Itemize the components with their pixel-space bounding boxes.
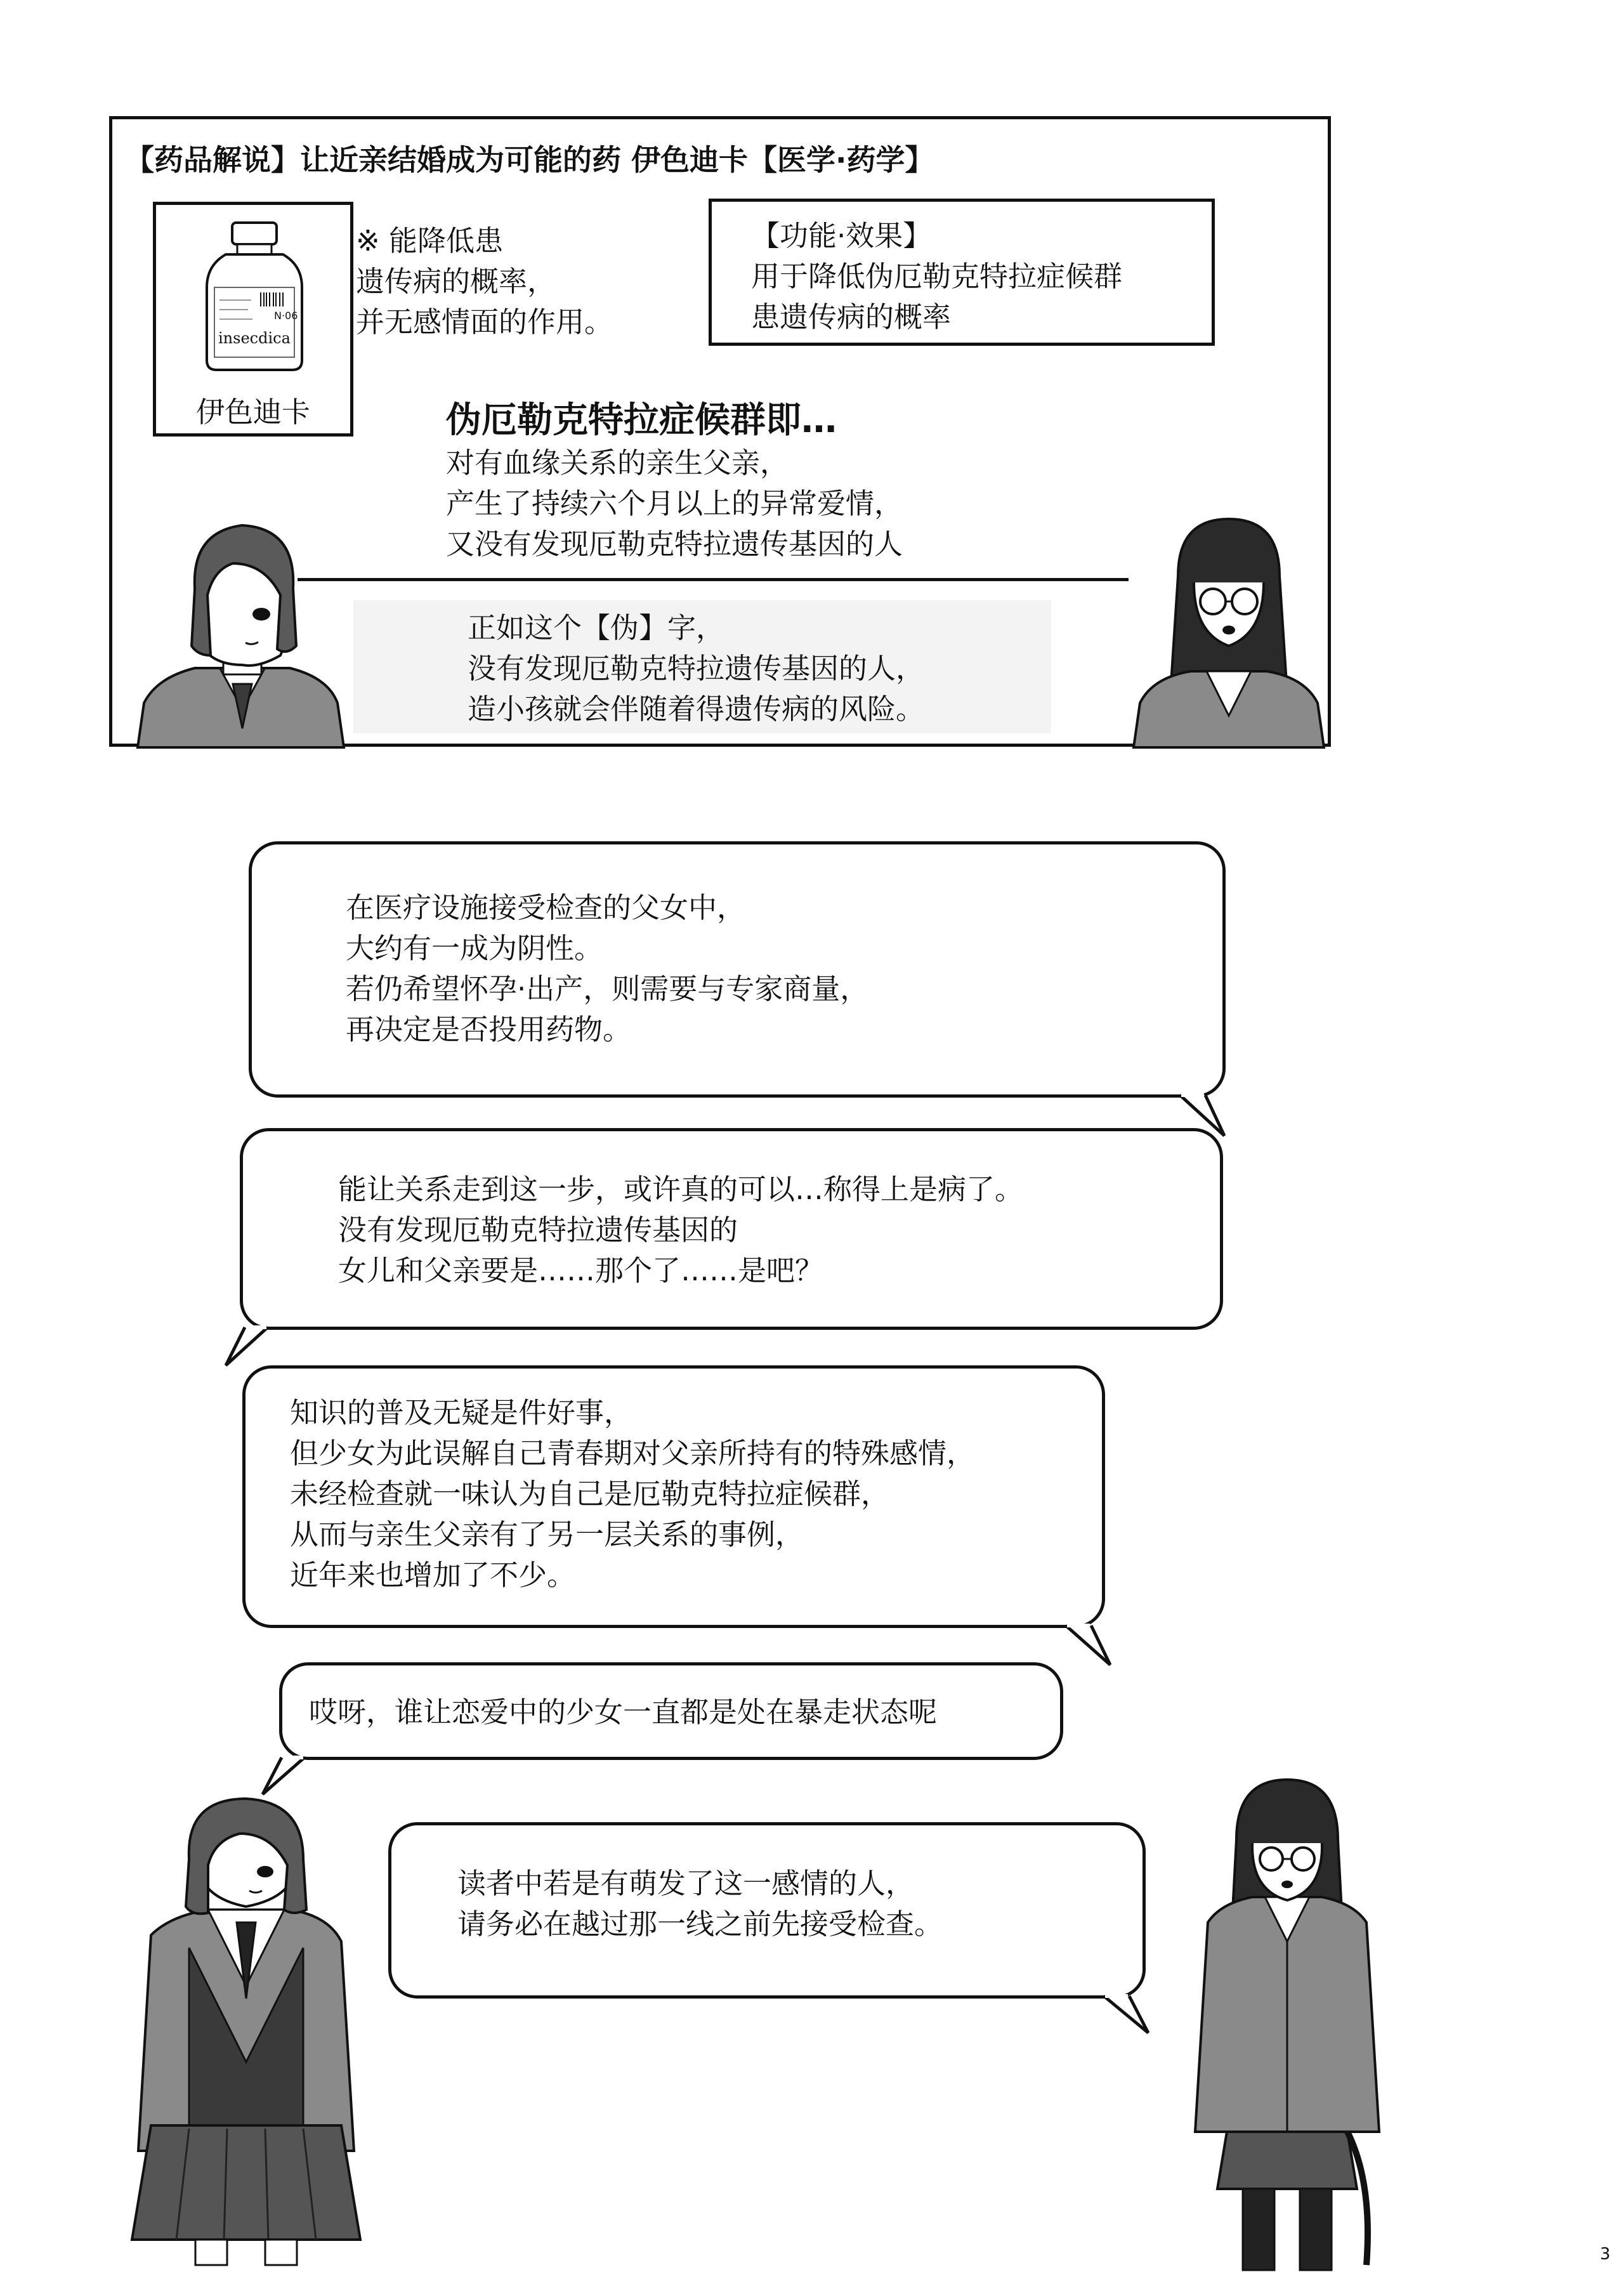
bottle-code: N·06: [274, 310, 298, 322]
bubble-3-text: 知识的普及无疑是件好事， 但少女为此误解自己青春期对父亲所持有的特殊感情， 未经检查就一味认为自己是厄勒克特拉症候群， 从而与亲生父亲有了另一层关系的事例， 近年来也增加了不少。: [290, 1396, 976, 1592]
bubble-2-text: 能让关系走到这一步，或许真的可以…称得上是病了。 没有发现厄勒克特拉遗传基因的 女儿和父亲要是……那个了……是吧？: [338, 1172, 1024, 1287]
bubble-1-text: 在医疗设施接受检查的父女中， 大约有一成为阴性。 若仍希望怀孕·出产，则需要与专家商量， 再决定是否投用药物。: [346, 891, 869, 1046]
panel-heading: 【药品解说】让近亲结婚成为可能的药 伊色迪卡【医学·药学】: [125, 143, 934, 177]
short-hair-girl-portrait: [138, 519, 347, 747]
bottle-brand: insecdica: [218, 329, 291, 347]
medicine-info-panel: [109, 116, 1331, 747]
definition-title: 伪厄勒克特拉症候群即…: [446, 400, 837, 441]
medicine-name: 伊色迪卡: [195, 395, 310, 429]
effect-title: 【功能·效果】: [751, 219, 932, 253]
short-hair-girl-full-body: [113, 1796, 379, 2265]
speech-bubble-5: [388, 1822, 1146, 1999]
medicine-bottle-icon: [181, 218, 327, 376]
side-effect-note: ※ 能降低患 遗传病的概率， 并无感情面的作用。: [356, 224, 613, 339]
long-hair-glasses-girl-full-body: [1182, 1776, 1392, 2271]
explanation-text: 正如这个【伪】字， 没有发现厄勒克特拉遗传基因的人， 造小孩就会伴随着得遗传病的风险。: [468, 611, 925, 726]
effect-box: [709, 199, 1215, 346]
speech-bubble-1: [249, 841, 1226, 1098]
bubble-5-tail: [1104, 1991, 1155, 2042]
definition-body: 对有血缘关系的亲生父亲， 产生了持续六个月以上的异常爱情， 又没有发现厄勒克特拉遗传基因的人: [446, 446, 903, 561]
medicine-image-box: [153, 202, 353, 437]
bubble-4-text: 哎呀，谁让恋爱中的少女一直都是处在暴走状态呢: [309, 1695, 938, 1729]
bubble-5-text: 读者中若是有萌发了这一感情的人， 请务必在越过那一线之前先接受检查。: [457, 1867, 943, 1941]
speech-bubble-2: [240, 1128, 1223, 1330]
speech-bubble-3: [242, 1365, 1105, 1628]
bubble-3-tail: [1066, 1620, 1116, 1671]
speech-bubble-4: [279, 1662, 1063, 1760]
page-number: 3: [1600, 2245, 1611, 2264]
divider: [298, 578, 1129, 581]
long-hair-glasses-girl-portrait: [1134, 513, 1324, 747]
effect-body: 用于降低伪厄勒克特拉症候群 患遗传病的概率: [751, 259, 1123, 334]
